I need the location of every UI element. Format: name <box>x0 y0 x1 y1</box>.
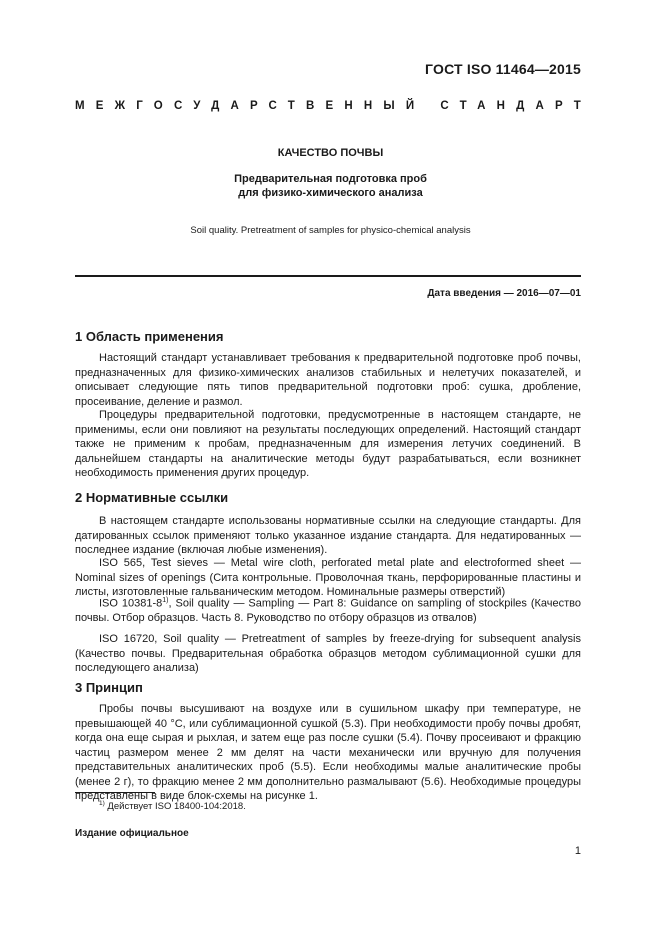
document-subtitle <box>0 172 661 200</box>
section-1-paragraph-1: Настоящий стандарт устанавливает требования к предварительной подготовке проб почвы, предназначенных для физико-химических анализов стабильных и нелетучих показателей, и описывает следующие пять типов предварительной подготовки проб: сушка, дробление, просеивание, деление и размол. <box>75 352 581 408</box>
reference-text: , Soil quality — Sampling — Part 8: Guidance on sampling of stockpiles (Качество почвы. Отбор образцов. Часть 8. Руководство по отбору образцов из отвалов) <box>75 597 582 625</box>
section-2-paragraph-1: В настоящем стандарте использованы нормативные ссылки на следующие стандарты. Для датированных ссылок применяют только указанное издание стандарта. Для недатированных — последнее издание (включая любые изменения). <box>75 515 581 556</box>
title-divider <box>75 275 581 277</box>
official-edition-label: Издание официальное <box>75 828 189 839</box>
section-1-paragraph-2: Процедуры предварительной подготовки, предусмотренные в настоящем стандарте, не применимы, если они повлияют на результаты последующих определений. Настоящий стандарт также не применим к пробам, предназначенным для измерения летучих соединений. В дальнейшем стандарты на аналитические методы будут разрабатываться, если возникнет необходимость применения других процедур. <box>75 409 581 479</box>
document-title: КАЧЕСТВО ПОЧВЫ <box>277 147 384 159</box>
banner-word-standard: СТАНДАРТ <box>440 100 592 112</box>
footnote-text: Действует ISO 18400-104:2018. <box>104 801 246 813</box>
standard-id: ГОСТ ISO 11464—2015 <box>425 61 581 77</box>
section-2-heading: 2 Нормативные ссылки <box>75 490 229 505</box>
footnote-marker: 1) <box>162 597 169 604</box>
standard-type-banner <box>75 100 592 112</box>
footnote-divider <box>75 792 155 793</box>
reference-code: ISO 10381-8 <box>99 597 163 610</box>
reference-iso-565: ISO 565, Test sieves — Metal wire cloth, perforated metal plate and electroformed sheet — Nominal sizes of openings (Сита контрольные. Проволочная ткань, перфорированные пластины и листы, изготовленные гальваническим методом. Номинальные размеры отверстий) <box>75 557 581 598</box>
section-3-paragraph-1: Пробы почвы высушивают на воздухе или в сушильном шкафу при температуре, не превышающей 40 °C, или сублимационной сушкой (5.3). При необходимости пробу почвы дробят, когда она еще сырая и рыхлая, и затем еще раз после сушки (5.4). Почву просеивают и фракцию частиц размером менее 2 мм делят на части механически или вручную для получения представительных аналитических проб (5.5). Если необходимы малые аналитические пробы (менее 2 г), то фракцию менее 2 мм дополнительно размалывают (5.6). Необходимые процедуры представлены в виде блок-схемы на рисунке 1. <box>75 703 581 802</box>
subtitle-line-1: Предварительная подготовка проб <box>234 173 427 185</box>
english-title: Soil quality. Pretreatment of samples for physico-chemical analysis <box>190 225 471 236</box>
introduction-date: Дата введения — 2016—07—01 <box>427 288 581 299</box>
section-3-heading: 3 Принцип <box>75 680 143 695</box>
reference-iso-10381-8 <box>75 594 581 626</box>
footnote-number: 1) <box>99 800 105 807</box>
banner-word-interstate: МЕЖГОСУДАРСТВЕННЫЙ <box>75 100 426 112</box>
footnote <box>75 800 581 812</box>
section-1-heading: 1 Область применения <box>75 329 224 344</box>
subtitle-line-2: для физико-химического анализа <box>238 187 423 199</box>
page-number: 1 <box>574 845 581 857</box>
reference-iso-16720: ISO 16720, Soil quality — Pretreatment of samples by freeze-drying for subsequent analysis (Качество почвы. Предварительная обработка образцов методом сублимационной сушки для последующего анализа) <box>75 633 581 674</box>
